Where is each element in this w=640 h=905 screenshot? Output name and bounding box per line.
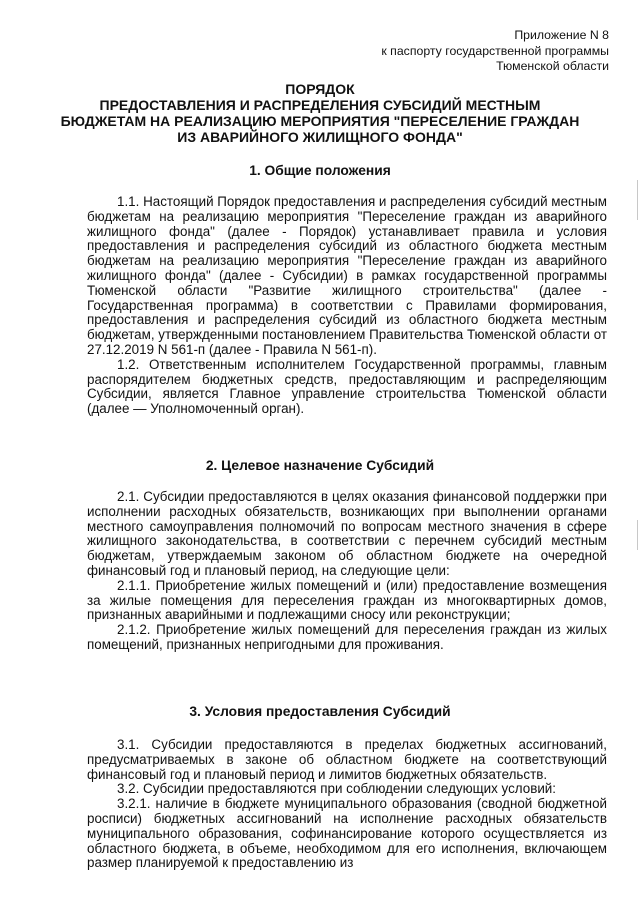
section-2-heading: 2. Целевое назначение Субсидий xyxy=(205,458,435,473)
paragraph-1-1: 1.1. Настоящий Порядок предоставления и распределения субсидий местным бюджетам на реализацию мероприятия "Переселение граждан из аварийного жилищного фонда" (далее - Порядок) устанавливает правила и условия предоставления и распределения субсидий из областного бюджета местным бюджетам на реализацию мероприятия "Переселение граждан из аварийного жилищного фонда" (далее - Субсидии) в рамках государственной программы Тюменской области "Развитие жилищного строительства" (далее - Государственная программа) в соответствии с Правилами формирования, предоставления и распределения субсидий из областного бюджета местным бюджетам, утвержденными постановлением Правительства Тюменской области от 27.12.2019 N 561-п (далее - Правила N 561-п). xyxy=(87,194,607,357)
paragraph-2-1: 2.1. Субсидии предоставляются в целях оказания финансовой поддержки при исполнении расходных обязательств, возникающих при выполнении органами местного самоуправления полномочий по вопросам местного значения в сфере жилищного законодательства, в соответствии с перечнем субсидий местным бюджетам, утверждаемым законом об областном бюджете на очередной финансовый год и плановый период, на следующие цели: xyxy=(87,489,607,578)
paragraph-2-1-2: 2.1.2. Приобретение жилых помещений для переселения граждан из жилых помещений, признанных непригодными для проживания. xyxy=(87,622,607,652)
paragraph-2-1-1: 2.1.1. Приобретение жилых помещений и (или) предоставление возмещения за жилые помещения для переселения граждан из многоквартирных домов, признанных аварийными и подлежащими сносу или реконструкции; xyxy=(87,577,607,623)
scan-edge-mark xyxy=(637,520,638,550)
section-1-heading: 1. Общие положения xyxy=(249,163,391,178)
paragraph-3-2-1: 3.2.1. наличие в бюджете муниципального образования (сводной бюджетной росписи) бюджетных ассигнований на исполнение расходных обязательств муниципального образования, софинансирование которого осуществляется из областного бюджета, в объеме, необходимом для его исполнения, включающем размер планируемой к предоставлению из xyxy=(87,796,607,871)
paragraph-1-2: 1.2. Ответственным исполнителем Государственной программы, главным распорядителем бюджетных средств, предоставляющим и распределяющим Субсидии, является Главное управление строительства Тюменской области (далее — Уполномоченный орган). xyxy=(87,356,607,417)
title-line-3: БЮДЖЕТАМ НА РЕАЛИЗАЦИЮ МЕРОПРИЯТИЯ "ПЕРЕСЕЛЕНИЕ ГРАЖДАН xyxy=(60,113,580,129)
section-3-body xyxy=(87,738,607,871)
scan-edge-mark xyxy=(637,180,638,220)
document-title xyxy=(0,81,640,145)
section-2-body xyxy=(87,490,607,653)
title-line-4: ИЗ АВАРИЙНОГО ЖИЛИЩНОГО ФОНДА" xyxy=(177,129,463,145)
paragraph-3-2: 3.2. Субсидии предоставляются при соблюдении следующих условий: xyxy=(117,781,556,797)
paragraph-3-1: 3.1. Субсидии предоставляются в пределах бюджетных ассигнований, предусматриваемых в законе об областном бюджете на соответствующий финансовый год и плановый период и лимитов бюджетных обязательств. xyxy=(87,737,607,782)
appendix-region: Тюменской области xyxy=(496,59,609,73)
appendix-note xyxy=(381,28,609,75)
section-3-heading: 3. Условия предоставления Субсидий xyxy=(189,704,451,719)
section-1-body xyxy=(87,195,607,417)
title-line-1: ПОРЯДОК xyxy=(285,81,355,97)
title-line-2: ПРЕДОСТАВЛЕНИЯ И РАСПРЕДЕЛЕНИЯ СУБСИДИЙ МЕСТНЫМ xyxy=(99,97,541,113)
appendix-reference: к паспорту государственной программы xyxy=(381,43,609,58)
appendix-number: Приложение N 8 xyxy=(514,28,609,42)
